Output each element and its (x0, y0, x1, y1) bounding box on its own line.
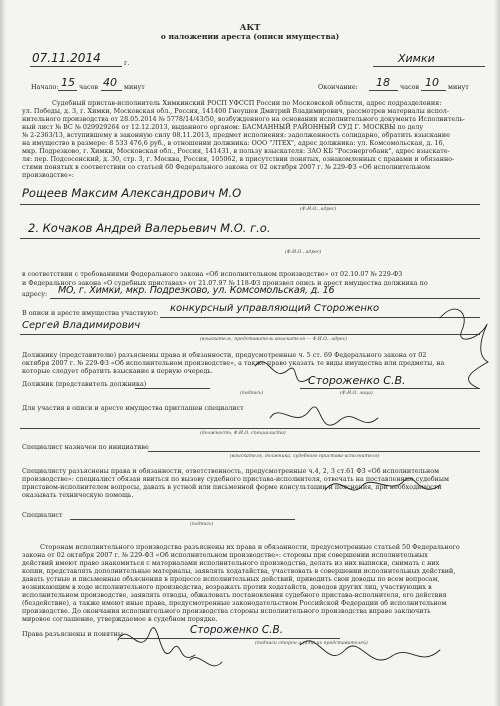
specialist-sign-label: Специалист (22, 511, 63, 519)
debtor-label: Должник (представитель должника) (22, 380, 147, 388)
city-handwritten: Химки (398, 52, 435, 65)
specialist-invite-caption: (должность, Ф.И.О. специалиста) (200, 431, 286, 436)
end-hours-word: часов (400, 83, 420, 91)
intro-line: мкр. Подрезково, г. Химки, Московская обл., Россия, 141431, в пользу взыскателя: ЗАО КБ "Росэнергобанк", адрес взыскате- (22, 147, 450, 155)
debtor-fio-caption: (Ф.И.О. лица) (340, 391, 373, 396)
intro-line: нительного производства от 28.05.2014 № 5778/14/43/50, возбужденного на основании исполнительного документа Исполнитель- (22, 115, 465, 123)
signature-scribble-bottom-right (300, 641, 440, 660)
signature-scribble-lower (190, 658, 222, 666)
parties-line: закона от 02 октября 2007 г. № 229-ФЗ «Об исполнительном производстве»: стороны при совершении исполнительных (22, 551, 428, 559)
parties-line: исполнительном производстве, заявлять отводы, обжаловать постановления судебного пристава-исполнителя, его действия (22, 591, 447, 599)
end-minutes-handwritten: 10 (425, 76, 439, 89)
signature-scribble-bottom-left (118, 628, 195, 658)
intro-line: ля: пер. Подсосенский, д. 30, стр. 3, г. Москва, Россия, 105062, в присутствии понятых, ознакомленных с правами и обязанно- (22, 155, 455, 163)
parties-line: возникающим в ходе исполнительного производства, возражать против ходатайств, доводов других лиц, участвующих в (22, 583, 432, 591)
end-label: Окончание: (318, 83, 358, 91)
address-label: адресу: (22, 290, 48, 298)
witness-2-caption: (Ф.И.О., адрес) (285, 250, 322, 255)
specialist-rights-line: Специалисту разъяснены права и обязанности, ответственность, предусмотренные ч.4, 2, 3 ст.61 ФЗ «Об исполнительном (22, 467, 440, 475)
witness-1-handwritten: Рощеев Максим Александрович М.О (22, 186, 242, 200)
body1-line: и Федерального закона «О судебных приставах» от 21.07.97 № 118-ФЗ произвел опись и арест имущества должника по (22, 279, 428, 287)
witness-2-handwritten: 2. Кочаков Андрей Валерьевич М.О. г.о. (28, 221, 271, 235)
debtor-caption: (подпись) (240, 391, 264, 396)
act-subtitle: о наложении ареста (описи имущества) (160, 32, 340, 41)
signature-scribble-debtor (255, 362, 310, 382)
specialist-rights-line: приставом-исполнителем вопросы, давать в устной или письменной форме консультации и пояснения, при необходимости (22, 483, 442, 491)
end-hours-handwritten: 18 (376, 76, 390, 89)
intro-line: на имущество в размере: 8 533 476,6 руб., в отношении должника: ООО "ЛТЕХ", адрес должника: ул. Комсомольская, д. 16, (22, 139, 445, 147)
body1-line: в соответствии с требованиями Федерального закона «Об исполнительном производстве» от 02.10.07 № 229-ФЗ (22, 270, 403, 278)
specialist-sign-caption: (подпись) (190, 522, 214, 527)
start-hours-handwritten: 15 (61, 76, 75, 89)
start-hours-word: часов (79, 83, 99, 91)
specialist-rights-line: производстве»: специалист обязан явиться по вызову судебного пристава-исполнителя, отвечать на поставленные судебным (22, 475, 449, 483)
start-minutes-word: минут (124, 83, 145, 91)
intro-line: ул. Победы, д. 3, г. Химки, Московская обл., Россия, 141400 Гнеушев Дмитрий Владимирович, рассмотрев материалы испол- (22, 107, 450, 115)
specialist-invite-label: Для участия в описи и аресте имущества приглашен специалист (22, 404, 244, 412)
participant2-handwritten: Сергей Владимирович (22, 320, 141, 331)
specialist-rights-line: оказывать техническую помощь. (22, 491, 134, 499)
parties-line: действий имеют право знакомиться с материалами исполнительного производства, делать из них выписки, снимать с них (22, 559, 440, 567)
participant-caption: (взыскатель, представитель взыскателя — Ф.И.О., адрес) (200, 337, 348, 342)
specialist-assigned-caption: (взыскателя, должника, судебного пристава-исполнителя) (230, 454, 380, 459)
body2-line: октября 2007 г. № 229-ФЗ «Об исполнительном производстве», а также право указать те виды имущества или предметы, на (22, 359, 445, 367)
intro-line: ный лист № ВС № 029929264 от 12.12.2013, выданного органом: БАСМАННЫЙ РАЙОННЫЙ СУД Г. МОСКВЫ по делу (22, 123, 424, 131)
intro-line: № 2-2363/13, вступившему в законную силу 08.11.2013, предмет исполнения: задолженность солидарно, обратить взыскание (22, 131, 450, 139)
parties-line: Сторонам исполнительного производства разъяснены их права и обязанности, предусмотренные статьей 50 Федерального (40, 543, 460, 551)
intro-line: Судебный пристав-исполнитель Химкинский РОСП УФССП России по Московской области, адрес подразделения: (52, 99, 442, 107)
body2-line: которые следует обратить взыскание в первую очередь. (22, 367, 213, 375)
debtor-signature-handwritten: Стороженко С.В. (308, 374, 406, 387)
parties-line: давать устные и письменные объяснения в процессе исполнительных действий, приводить свои доводы по всем вопросам, (22, 575, 440, 583)
start-label: Начало: (31, 83, 59, 91)
intro-line: стями понятых в соответствии со статьей 60 Федерального закона от 02 октября 2007 г. № 229-ФЗ «Об исполнительном (22, 163, 431, 171)
rights-caption: (подписи сторон и (или) их представителей) (255, 641, 368, 646)
date-handwritten: 07.11.2014 (32, 51, 101, 65)
rights-understood-label: Права разъяснены и понятны (22, 630, 123, 638)
act-title: АКТ (239, 22, 261, 32)
address-handwritten: МО, г. Химки, мкр. Подрезково, ул. Комсомольская, д. 16 (58, 285, 335, 296)
participant-label: В описи и аресте имущества участвуют: (22, 309, 159, 317)
parties-line: (бездействие), а также имеют иные права, предусмотренные законодательством Российской Федерации об исполнительном (22, 599, 447, 607)
signature-scribble-specialist (270, 407, 378, 425)
signature-scribble-right-margin (440, 309, 488, 388)
body2-line: Должнику (представителю) разъяснены права и обязанности, предусмотренные ч. 5 ст. 69 Федерального закона от 02 (22, 351, 427, 359)
signature-scribble-witness (325, 478, 440, 490)
start-minutes-handwritten: 40 (103, 76, 117, 89)
end-minutes-word: минут (448, 83, 469, 91)
specialist-assigned-label: Специалист назначен по инициативе (22, 443, 149, 451)
parties-line: производстве. До окончания исполнительного производства стороны исполнительного производства вправе заключить (22, 607, 431, 615)
witness-1-caption: (Ф.И.О., адрес) (300, 207, 337, 212)
intro-line: производстве»: (22, 171, 74, 179)
rights-signature-handwritten: Стороженко С.В. (190, 624, 284, 636)
parties-line: мировое соглашение, утверждаемое в судебном порядке. (22, 615, 218, 623)
parties-line: копии, представлять дополнительные материалы, заявлять ходатайства, участвовать в совершении исполнительных действий, (22, 567, 456, 575)
date-suffix: г. (124, 59, 130, 67)
participant-handwritten: конкурсный управляющий Стороженко (170, 303, 380, 314)
